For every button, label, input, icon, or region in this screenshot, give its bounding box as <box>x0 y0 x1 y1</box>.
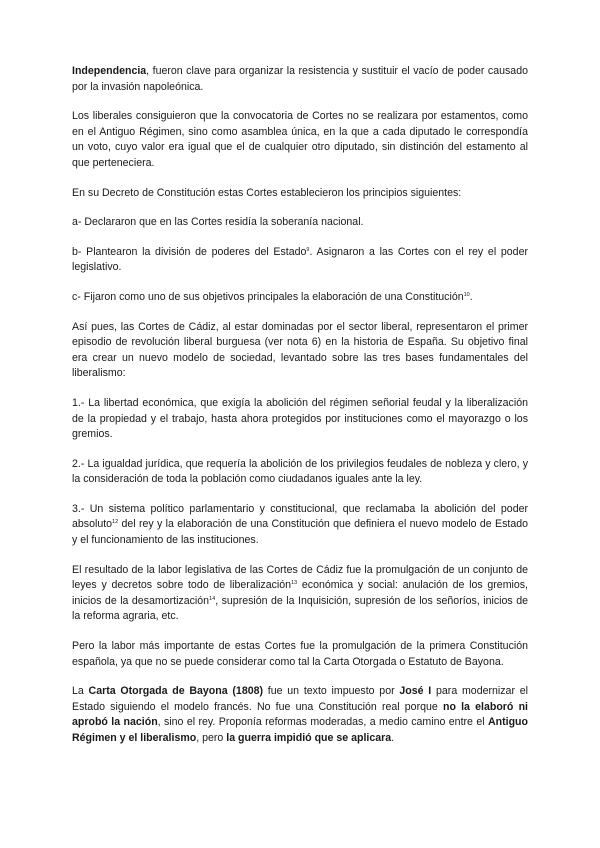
bold-text: la guerra impidió que se aplicara <box>226 732 392 744</box>
footnote-ref[interactable]: 12 <box>112 519 119 526</box>
paragraph-text: a- Declararon que en las Cortes residía la soberanía nacional. <box>72 216 364 229</box>
paragraph-7 <box>72 320 528 382</box>
paragraph-text: fue un texto impuesto por <box>263 685 400 698</box>
paragraph-9 <box>72 457 528 488</box>
paragraph-text: La <box>72 685 89 698</box>
paragraph-1 <box>72 64 528 95</box>
paragraph-text: económica y social: anulación de los gremios, inicios de la desamortización <box>72 579 528 607</box>
paragraph-text: , pero <box>196 732 227 744</box>
document-page <box>72 64 528 761</box>
paragraph-11 <box>72 563 528 625</box>
paragraph-8 <box>72 396 528 443</box>
paragraph-text: b- Plantearon la división de poderes del Estado <box>72 245 307 258</box>
paragraph-12 <box>72 639 528 670</box>
paragraph-text: 3.- Un sistema político parlamentario y constitucional, que reclamaba la abolición del poder absoluto <box>72 502 528 531</box>
paragraph-text: , supresión de la Inquisición, supresión de los señoríos, inicios de la reforma agraria, etc. <box>72 594 528 623</box>
paragraph-5 <box>72 245 528 276</box>
footnote-ref[interactable]: 9 <box>306 246 310 253</box>
paragraph-text: En su Decreto de Constitución estas Cortes establecieron los principios siguientes: <box>72 186 462 199</box>
paragraph-text: , fueron clave para organizar la resistencia y sustituir el vacío de poder causado por la invasión napoleónica. <box>72 65 528 93</box>
paragraph-text: . Asignaron a las Cortes con el rey el poder legislativo. <box>72 245 528 274</box>
paragraph-text: Así pues, las Cortes de Cádiz, al estar dominadas por el sector liberal, representaron el primer episodio de revolución liberal burguesa (ver nota 6) en la historia de España. Su objetivo final era crear un nuevo modelo de sociedad, levantado sobre las tres bases fundamentales del liberalismo: <box>72 320 528 380</box>
paragraph-text: Los liberales consiguieron que la convocatoria de Cortes no se realizara por estamentos, como en el Antiguo Régimen, sino como asamblea única, en la que a cada diputado le correspondía un voto, cuyo valor era igual que el de cualquier otro diputado, sin distinción del estamento al que perteneciera. <box>72 110 528 169</box>
paragraph-text: c- Fijaron como uno de sus objetivos principales la elaboración de una Constitución <box>72 290 464 303</box>
paragraph-text: 1.- La libertad económica, que exigía la abolición del régimen señorial feudal y la liberalización de la propiedad y el trabajo, hasta ahora protegidos por instituciones como el mayorazgo o los gremios. <box>72 396 528 441</box>
footnote-ref[interactable]: 13 <box>291 580 298 587</box>
paragraph-3 <box>72 186 528 202</box>
paragraph-6 <box>72 290 528 306</box>
footnote-ref[interactable]: 10 <box>463 291 470 298</box>
paragraph-2 <box>72 109 528 171</box>
paragraph-text: del rey y la elaboración de una Constitución que definiera el nuevo modelo de Estado y el funcionamiento de las instituciones. <box>72 518 528 547</box>
paragraph-text: 2.- La igualdad jurídica, que requería la abolición de los privilegios feudales de nobleza y clero, y la consideración de toda la población como ciudadanos iguales ante la ley. <box>72 457 528 486</box>
bold-text: Antiguo Régimen y el liberalismo <box>72 716 528 744</box>
paragraph-10 <box>72 502 528 549</box>
paragraph-text: El resultado de la labor legislativa de las Cortes de Cádiz fue la promulgación de un conjunto de leyes y decretos sobre todo de liberalización <box>72 563 528 592</box>
paragraph-text: . <box>469 290 473 303</box>
paragraph-text: . <box>391 732 395 744</box>
bold-text: Independencia <box>72 65 147 77</box>
bold-text: no la elaboró ni aprobó la nación <box>72 700 528 729</box>
paragraph-text: Pero la labor más importante de estas Cortes fue la promulgación de la primera Constitución española, ya que no se puede considerar como tal la Carta Otorgada o Estatuto de Bayona. <box>72 640 528 668</box>
bold-text: Carta Otorgada de Bayona (1808) <box>88 685 264 698</box>
paragraph-13 <box>72 684 528 746</box>
footnote-ref[interactable]: 14 <box>209 595 216 602</box>
paragraph-4 <box>72 215 528 231</box>
paragraph-text: , sino el rey. Proponía reformas moderadas, a medio camino entre el <box>157 716 488 729</box>
paragraph-text: para modernizar el Estado siguiendo el modelo francés. No fue una Constitución real porque <box>72 685 528 713</box>
bold-text: José I <box>399 685 432 698</box>
